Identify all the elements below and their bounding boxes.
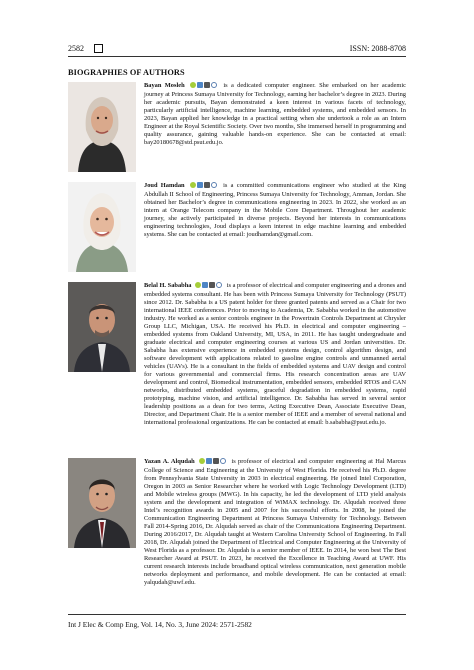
orcid-icon[interactable]	[190, 182, 196, 188]
orcid-icon[interactable]	[199, 458, 205, 464]
bio-text	[144, 182, 406, 239]
orcid-icon[interactable]	[195, 282, 201, 288]
bio-text	[144, 82, 406, 147]
scopus-icon[interactable]	[204, 82, 210, 88]
header-rule	[68, 56, 406, 57]
profile-icons	[195, 282, 223, 291]
page-footer: Int J Elec & Comp Eng, Vol. 14, No. 3, June 2024: 2571-2582	[68, 620, 252, 629]
author-photo	[68, 282, 136, 372]
wos-icon[interactable]	[211, 82, 217, 88]
scopus-icon[interactable]	[204, 182, 210, 188]
scopus-icon[interactable]	[209, 282, 215, 288]
header-square-icon	[94, 44, 103, 53]
bio-body: is a professor of electrical and computer engineering and a drones and embedded systems consultant. He has been with Princess Sumaya University for Technology (PSUT) since 2012. Dr. Sababha is a US patent holder for three granted patents and served as a Chair for two international IEEE conferences. Prior to moving to Academia, Dr. Sababha worked in the automotive industry. He worked as a senior controls engineer in the Powertrain Controls Department at Chrysler Group LLC, Michigan, USA. He received his Ph.D. in electrical and computer engineering – embedded systems from Oakland University, MI, USA, in 2011. He has taught undergraduate and graduate electrical and computer engineering courses at various US and Jordan universities. Dr. Sababha has extensive experience in embedded systems design, control algorithm design, and software development with applications related to gasoline engine controls and unmanned aerial vehicles (UAVs). He is a consultant in the fields of embedded systems and UAV design and control for various governmental and commercial firms. His research concentration areas are UAV development and control, Biomedical instrumentation, embedded sensors, embedded RTOS and CAN networks, distributed embedded systems, graceful degradation in embedded systems, rapid prototyping, machine vision, and artificial intelligence. Dr. Sababha has served in several senior leadership positions as a dean for two terms, Acting Executive Dean, Associate Executive Dean, Director, and Department Chair. He is a senior member of IEEE and a member of several national and international professional organizations. He can be contacted at email: b.sababha@psut.edu.jo.	[144, 282, 406, 426]
bio-text	[144, 458, 406, 587]
profile-icons	[190, 82, 218, 91]
scholar-icon[interactable]	[202, 282, 208, 288]
profile-icons	[199, 458, 227, 467]
author-name: Belal H. Sababha	[144, 282, 192, 289]
author-name: Bayan Mosleh	[144, 82, 185, 89]
author-name: Joud Hamdan	[144, 182, 185, 189]
scholar-icon[interactable]	[206, 458, 212, 464]
bio-text	[144, 282, 406, 427]
wos-icon[interactable]	[211, 182, 217, 188]
scholar-icon[interactable]	[197, 82, 203, 88]
wos-icon[interactable]	[216, 282, 222, 288]
section-title: BIOGRAPHIES OF AUTHORS	[68, 68, 185, 77]
page-number: 2582	[68, 44, 84, 53]
bio-body: is a committed communications engineer who studied at the King Abdullah II School of Engineering, Princess Sumaya University for Technology, Amman, Jordan. She obtained her Bachelor’s degree in communications engineering in 2023. In 2022, she worked as an intern at Orange Telecom company in the Mobile Core Department. Throughout her academic journey, she actively participated in diverse projects. Beyond her interests in communications engineering technologies, Joud displays a keen interest in edge machine learning and embedded systems. She can be contacted at email: joudhamdan@gmail.com.	[144, 182, 406, 238]
orcid-icon[interactable]	[190, 82, 196, 88]
issn: ISSN: 2088-8708	[349, 44, 406, 53]
bio-body: is professor of electrical and computer engineering at Hal Marcus College of Science and Engineering at the University of West Florida. He received his Ph.D. degree from Pennsylvania State University in 2003 in electrical engineering. He joined Intel Corporation, Oregon in 2003 as Senior Researcher where he worked with Logic Technology Development (LTD) and Mobile wireless groups (MWG). In his capacity, he led the development of LTD yield analysis system and the development and integration of WiMAX technology. Dr. Alqudah received three Intel’s recognition awards in 2005 and 2007 for his successful efforts. In 2008, he joined the Communication Engineering Department at Princess Sumaya University for Technology. Between Fall 2014-Spring 2016, Dr. Alqudah served as chair of the Communications Engineering Department. During 2016/2017, Dr. Alqudah taught at Western Carolina University School of Engineering. In Fall 2018, Dr. Alqudah joined the Department of Electrical and Computer Engineering at the University of West Florida as a professor. Dr. Alqudah is a senior member of IEEE. In 2014, he won best The Best Researcher Award at PSUT. In 2023, he received the Excellence in Teaching Award at UWF. His current research interests include broadband optical wireless communication, next generation mobile networks deployment and performance, and mobile development. He can be contacted at email: yalqudah@uwf.edu.	[144, 458, 406, 586]
scholar-icon[interactable]	[197, 182, 203, 188]
author-photo	[68, 182, 136, 272]
author-name: Yazan A. Alqudah	[144, 458, 195, 465]
footer-rule	[68, 614, 406, 615]
author-photo	[68, 82, 136, 172]
author-photo	[68, 458, 136, 548]
scopus-icon[interactable]	[213, 458, 219, 464]
bio-body: is a dedicated computer engineer. She embarked on her academic journey at Princess Sumaya University for Technology, earning her bachelor’s degree in 2023. During her academic pursuits, Bayan demonstrated a keen interest in various facets of technology, particularly artificial intelligence, machine learning, embedded systems, and embedded sensors. In 2023, Bayan applied her knowledge in a practical setting when she undertook a role as an Intern Engineer at the Royal Scientific Society. Over two months, She immersed herself in programming and quality assurance, gaining valuable hands-on experience. She can be contacted at email: bay20180678@std.psut.edu.jo.	[144, 82, 406, 146]
profile-icons	[190, 182, 218, 191]
wos-icon[interactable]	[220, 458, 226, 464]
